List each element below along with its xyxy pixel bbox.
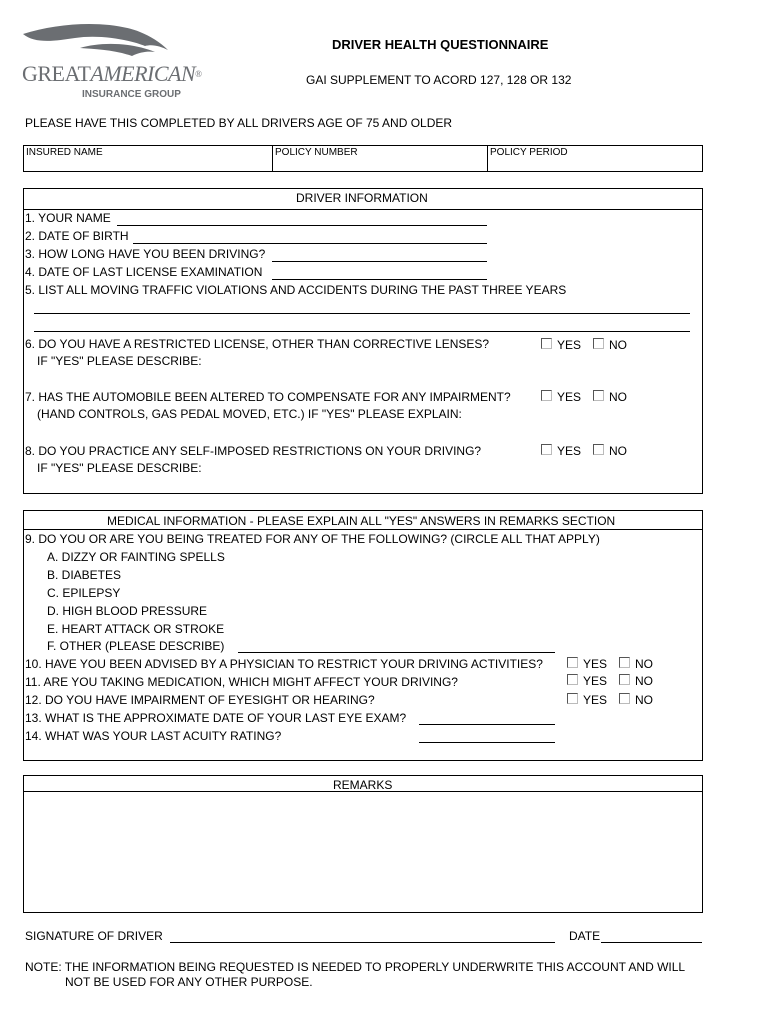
q10-no-checkbox[interactable] [619,657,630,668]
q12-no-label: NO [635,693,653,707]
q3-label: 3. HOW LONG HAVE YOU BEEN DRIVING? [25,247,266,261]
brand-group: INSURANCE GROUP [82,89,181,100]
q11-yes-label: YES [583,674,608,688]
q9-item-b: B. DIABETES [47,568,122,582]
q8-no-label: NO [609,444,627,458]
note-line-1: NOTE: THE INFORMATION BEING REQUESTED IS NEEDED TO PROPERLY UNDERWRITE THIS ACCOUNT AND WILL [25,960,686,974]
q12-yes-checkbox[interactable] [567,693,578,704]
page-subtitle: GAI SUPPLEMENT TO ACORD 127, 128 OR 132 [306,73,572,87]
q9-item-c: C. EPILEPSY [47,586,121,600]
acuity-rating-input[interactable] [419,742,555,743]
q12-no-checkbox[interactable] [619,693,630,704]
q7-label: 7. HAS THE AUTOMOBILE BEEN ALTERED TO COMPENSATE FOR ANY IMPAIRMENT? [25,390,511,404]
q8-no-checkbox[interactable] [593,444,604,455]
q7-no-checkbox[interactable] [593,390,604,401]
q9-item-f: F. OTHER (PLEASE DESCRIBE) [47,639,225,653]
note-line-2: NOT BE USED FOR ANY OTHER PURPOSE. [65,975,313,989]
q9-item-e: E. HEART ATTACK OR STROKE [47,622,225,636]
q11-label: 11. ARE YOU TAKING MEDICATION, WHICH MIGHT AFFECT YOUR DRIVING? [25,675,458,689]
instruction-text: PLEASE HAVE THIS COMPLETED BY ALL DRIVERS AGE OF 75 AND OLDER [25,116,453,130]
q11-no-label: NO [635,674,653,688]
date-of-birth-input[interactable] [133,243,487,244]
q8-sub-label: IF "YES" PLEASE DESCRIBE: [37,461,202,475]
q6-yes-checkbox[interactable] [541,338,552,349]
q8-yes-label: YES [557,444,582,458]
q7-sub-label: (HAND CONTROLS, GAS PEDAL MOVED, ETC.) IF "YES" PLEASE EXPLAIN: [37,407,462,421]
policy-table [23,145,703,172]
q13-label: 13. WHAT IS THE APPROXIMATE DATE OF YOUR LAST EYE EXAM? [25,711,407,725]
company-logo [20,22,200,102]
last-license-exam-input[interactable] [272,279,487,280]
your-name-input[interactable] [117,225,487,226]
brand-great: GREAT [22,61,91,86]
q1-label: 1. YOUR NAME [25,211,111,225]
q10-yes-checkbox[interactable] [567,657,578,668]
q4-label: 4. DATE OF LAST LICENSE EXAMINATION [25,265,263,279]
q6-sub-label: IF "YES" PLEASE DESCRIBE: [37,354,202,368]
brand-american: AMERICAN [90,61,196,86]
q12-label: 12. DO YOU HAVE IMPAIRMENT OF EYESIGHT OR HEARING? [25,693,375,707]
remarks-textarea[interactable] [24,792,702,912]
q10-no-label: NO [635,657,653,671]
q10-yes-label: YES [583,657,608,671]
q12-yes-label: YES [583,693,608,707]
driver-info-heading: DRIVER INFORMATION [296,191,428,205]
remarks-heading: REMARKS [333,778,393,792]
q5-label: 5. LIST ALL MOVING TRAFFIC VIOLATIONS AND ACCIDENTS DURING THE PAST THREE YEARS [25,283,567,297]
q11-yes-checkbox[interactable] [567,674,578,685]
policy-number-field[interactable]: POLICY NUMBER [275,147,358,158]
date-input[interactable] [601,942,702,943]
medical-info-heading: MEDICAL INFORMATION - PLEASE EXPLAIN ALL "YES" ANSWERS IN REMARKS SECTION [107,514,616,528]
q7-yes-label: YES [557,390,582,404]
violations-line-1[interactable] [34,313,690,314]
other-describe-input[interactable] [238,652,555,653]
q9-item-a: A. DIZZY OR FAINTING SPELLS [47,550,225,564]
signature-input[interactable] [170,942,555,943]
signature-label: SIGNATURE OF DRIVER [25,929,163,943]
date-label: DATE [569,929,601,943]
last-eye-exam-input[interactable] [419,724,555,725]
q7-no-label: NO [609,390,627,404]
insured-name-field[interactable]: INSURED NAME [26,147,103,158]
violations-line-2[interactable] [34,331,690,332]
q11-no-checkbox[interactable] [619,674,630,685]
q10-label: 10. HAVE YOU BEEN ADVISED BY A PHYSICIAN TO RESTRICT YOUR DRIVING ACTIVITIES? [25,657,543,671]
brand-reg: ® [195,69,202,79]
q6-label: 6. DO YOU HAVE A RESTRICTED LICENSE, OTHER THAN CORRECTIVE LENSES? [25,337,490,351]
q6-no-checkbox[interactable] [593,338,604,349]
q6-no-label: NO [609,338,627,352]
q14-label: 14. WHAT WAS YOUR LAST ACUITY RATING? [25,729,282,743]
q9-item-d: D. HIGH BLOOD PRESSURE [47,604,208,618]
years-driving-input[interactable] [272,261,487,262]
q8-label: 8. DO YOU PRACTICE ANY SELF-IMPOSED RESTRICTIONS ON YOUR DRIVING? [25,444,482,458]
q9-label: 9. DO YOU OR ARE YOU BEING TREATED FOR ANY OF THE FOLLOWING? (CIRCLE ALL THAT APPLY) [25,532,600,546]
page-title: DRIVER HEALTH QUESTIONNAIRE [332,37,549,52]
q6-yes-label: YES [557,338,582,352]
q8-yes-checkbox[interactable] [541,444,552,455]
q2-label: 2. DATE OF BIRTH [25,229,129,243]
policy-period-field[interactable]: POLICY PERIOD [490,147,568,158]
q7-yes-checkbox[interactable] [541,390,552,401]
